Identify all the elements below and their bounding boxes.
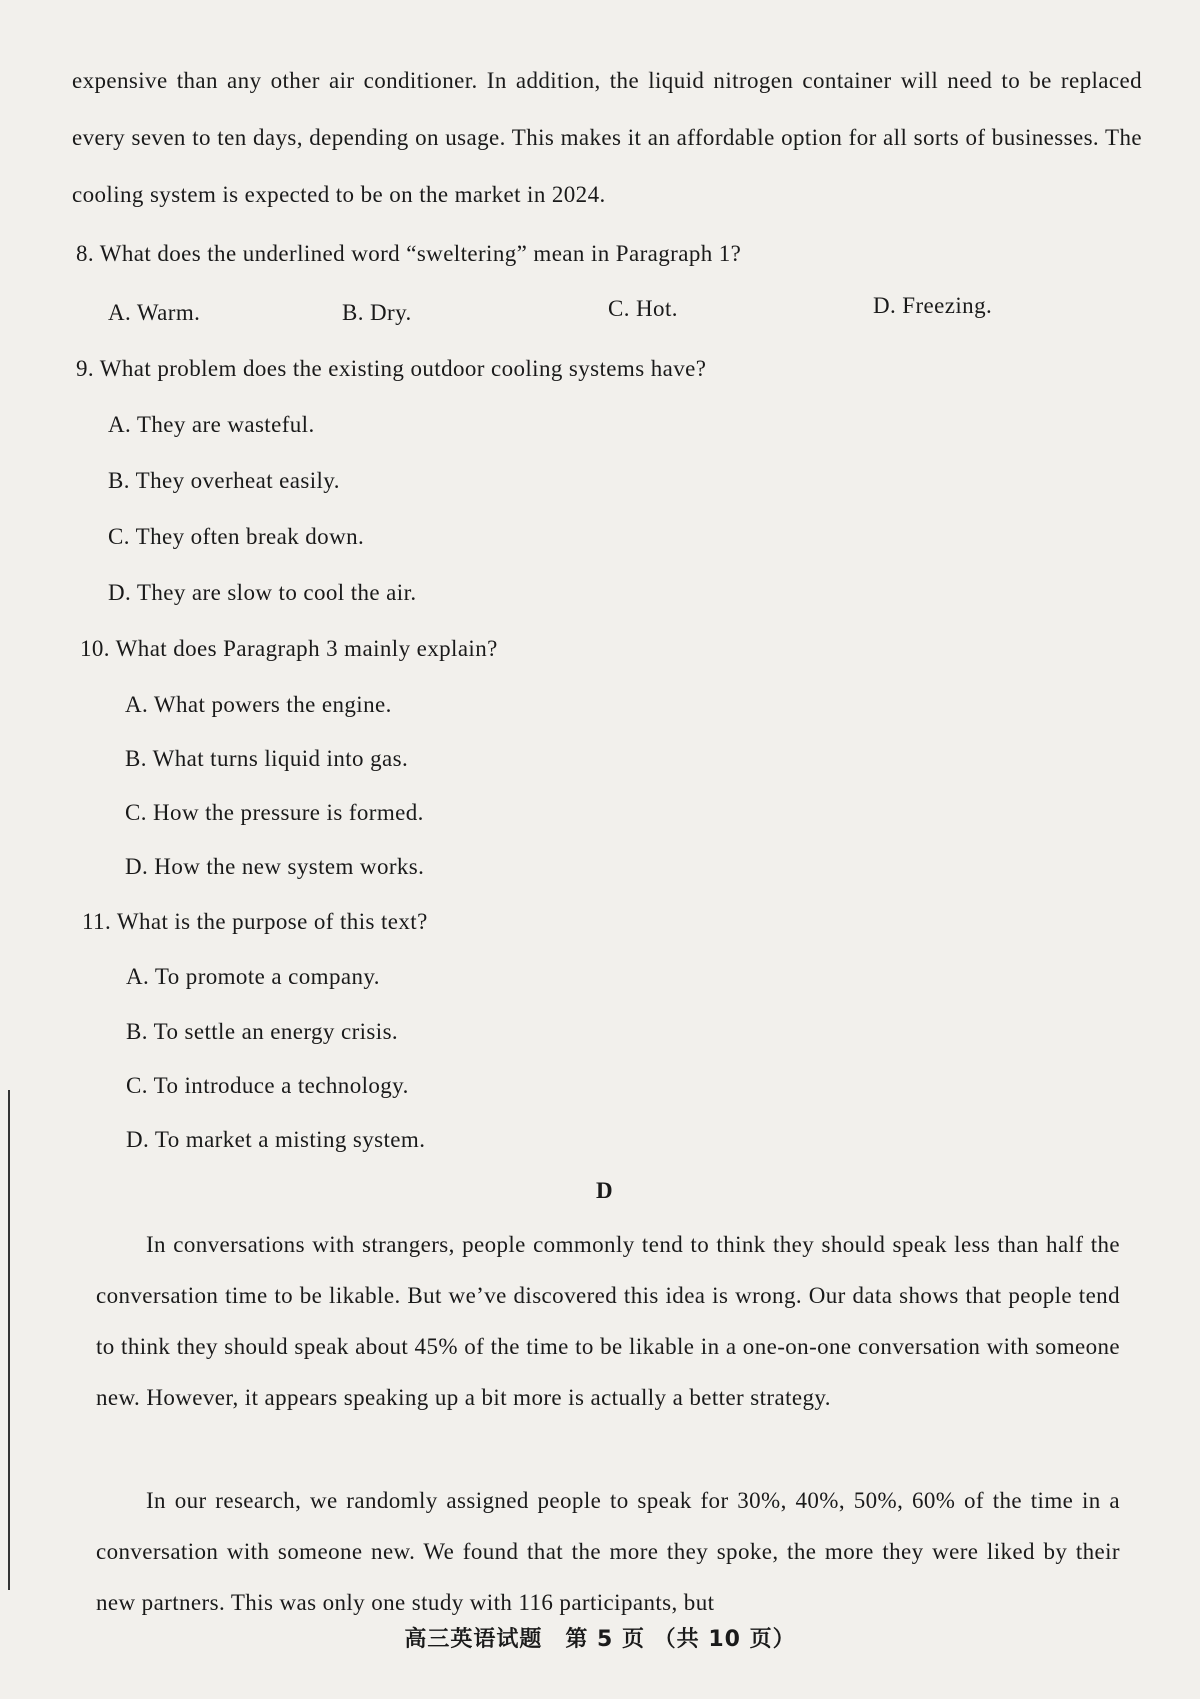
question-11-option-d: D. To market a misting system. (126, 1127, 426, 1152)
passage-c-tail: expensive than any other air conditioner. In addition, the liquid nitrogen container will need to be replaced every seven to ten days, depending on usage. This makes it an affordable option for all sorts of businesses. The cooling system is expected to be on the market in 2024. (72, 68, 1142, 207)
question-11-option-c: C. To introduce a technology. (126, 1073, 409, 1098)
question-8-option-d: D. Freezing. (873, 293, 993, 318)
question-10-option-b: B. What turns liquid into gas. (125, 746, 409, 771)
question-10-stem: 10. What does Paragraph 3 mainly explain? (80, 636, 498, 661)
question-8-stem: 8. What does the underlined word “sweltering” mean in Paragraph 1? (76, 241, 742, 266)
question-11-stem: 11. What is the purpose of this text? (82, 909, 428, 934)
section-d-heading: D (596, 1178, 613, 1203)
question-9-option-d: D. They are slow to cool the air. (108, 580, 417, 605)
question-9-option-a: A. They are wasteful. (108, 412, 315, 437)
question-8-option-b: B. Dry. (342, 300, 412, 325)
question-9-option-c: C. They often break down. (108, 524, 365, 549)
question-9-option-b: B. They overheat easily. (108, 468, 340, 493)
question-10-option-a: A. What powers the engine. (125, 692, 392, 717)
question-10-option-c: C. How the pressure is formed. (125, 800, 424, 825)
question-9-stem: 9. What problem does the existing outdoor cooling systems have? (76, 356, 707, 381)
question-8-option-c: C. Hot. (608, 296, 678, 321)
page-footer: 高三英语试题 第 5 页 （共 10 页） (404, 1627, 796, 1652)
section-d-paragraph-1: In conversations with strangers, people commonly tend to think they should speak less than half the conversation time to be likable. But we’ve discovered this idea is wrong. Our data shows that people tend to think they should speak about 45% of the time to be likable in a one-on-one conversation with someone new. However, it appears speaking up a bit more is actually a better strategy. (96, 1232, 1120, 1410)
section-d-paragraph-2: In our research, we randomly assigned people to speak for 30%, 40%, 50%, 60% of the time in a conversation with someone new. We found that the more they spoke, the more they were liked by their new partners. This was only one study with 116 participants, but (96, 1488, 1120, 1615)
page-edge-line (8, 1090, 10, 1590)
question-11-option-a: A. To promote a company. (126, 964, 380, 989)
question-11-option-b: B. To settle an energy crisis. (126, 1019, 399, 1044)
question-10-option-d: D. How the new system works. (125, 854, 425, 879)
question-8-option-a: A. Warm. (108, 300, 201, 325)
